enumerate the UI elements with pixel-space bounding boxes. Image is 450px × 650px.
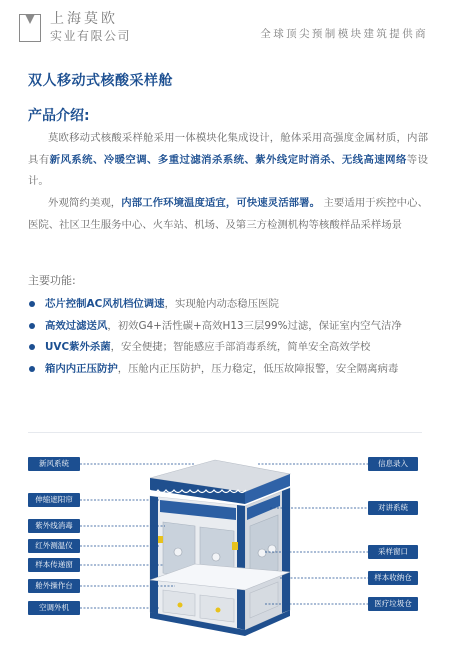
function-item-desc: ，压舱内正压防护，压力稳定，低压故障报警，安全隔离病毒	[117, 362, 399, 375]
company-name-line1: 上海莫欧	[50, 11, 118, 27]
company-name	[50, 11, 131, 44]
highlight-text: 新风系统、冷暖空调、多重过滤消杀系统、紫外线定时消杀、无线高速网络	[49, 153, 407, 166]
company-logo-icon	[19, 14, 41, 42]
function-item-title: 箱内内正压防护	[45, 362, 118, 375]
bullet-icon	[29, 344, 35, 350]
callout-label: 舱外操作台	[28, 579, 80, 593]
function-item	[28, 294, 428, 316]
callout-label: 紫外线消毒	[28, 519, 80, 533]
function-item-title: UVC紫外杀菌	[45, 341, 111, 353]
body-text: 外观简约美观，	[48, 197, 122, 209]
callout-label: 样本传递窗	[28, 558, 80, 572]
function-item-desc: ，安全便捷；智能感应手部消毒系统，简单安全高效学校	[110, 341, 371, 353]
function-item	[28, 337, 428, 359]
function-item-desc: ，实现舱内动态稳压医院	[164, 298, 279, 310]
company-tagline: 全球顶尖预制模块建筑提供商	[260, 28, 428, 40]
body-text: 主要适用于疾控中心、医院、社区卫生服务中心、火车站、机场、及第三方检测机构等核酸样品采样场景	[28, 197, 428, 231]
callout-label: 伸缩遮阳帘	[28, 493, 80, 507]
bullet-icon	[29, 366, 35, 372]
function-item-title: 高效过滤送风	[45, 319, 108, 332]
logo-notch	[25, 14, 35, 24]
intro-paragraph-2	[28, 193, 428, 236]
callout-label: 对讲系统	[368, 501, 418, 515]
function-item-desc: ，初效G4+活性碳+高效H13三层99%过滤，保证室内空气洁净	[107, 319, 402, 332]
highlight-text: 内部工作环境温度适宜，可快速灵活部署。	[121, 197, 321, 209]
bullet-icon	[29, 323, 35, 329]
callout-label: 空调外机	[28, 601, 80, 615]
functions-list	[28, 294, 428, 380]
functions-heading: 主要功能:	[28, 274, 76, 287]
callout-label: 医疗垃圾仓	[368, 597, 418, 611]
callout-label: 新风系统	[28, 457, 80, 471]
callout-label: 样本收纳仓	[368, 571, 418, 585]
intro-heading: 产品介绍:	[28, 108, 90, 124]
booth-diagram	[0, 440, 450, 650]
bullet-icon	[29, 301, 35, 307]
company-name-line2: 实业有限公司	[50, 29, 132, 43]
callout-label: 红外测温仪	[28, 539, 80, 553]
body-text: 等设计。	[28, 153, 429, 187]
body-text: 莫欧移动式核酸采样舱采用一体模块化集成设计，舱体采用高强度金属材质，内部具有	[28, 132, 428, 166]
function-item	[28, 316, 428, 338]
callout-label: 信息录入	[368, 457, 418, 471]
function-item-title: 芯片控制AC风机档位调速	[45, 298, 165, 310]
function-item	[28, 359, 428, 381]
product-title: 双人移动式核酸采样舱	[28, 73, 173, 89]
callout-label: 采样窗口	[368, 545, 418, 559]
section-divider	[28, 432, 422, 433]
intro-paragraph-1	[28, 128, 428, 193]
